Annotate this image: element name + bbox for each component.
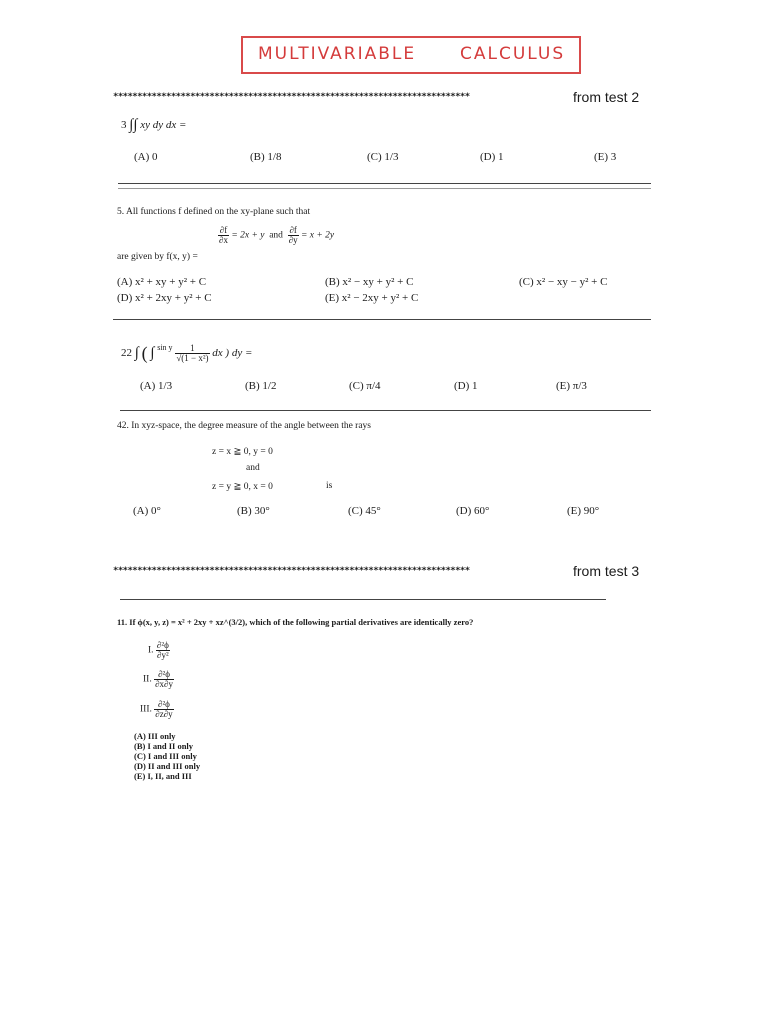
partial-derivative: $\frac{\partial f}{\partial x}$ <box>219 225 228 245</box>
choice-d: (D) 60° <box>456 505 490 517</box>
item-label: II. <box>143 674 152 685</box>
is-label: is <box>326 481 333 491</box>
partial-derivative: $\frac{\text{∂²ϕ}}{\text{∂y²}}$ <box>156 640 169 660</box>
conjunction: and <box>269 230 283 241</box>
choice-e: (E) 3 <box>594 151 617 163</box>
divider <box>118 188 651 189</box>
ray-1: z = x ≧ 0, y = 0 <box>212 447 273 457</box>
conjunction: and <box>246 463 260 473</box>
choice-d: (D) x² + 2xy + y² + C <box>117 292 212 304</box>
choice-d: (D) II and III only <box>134 761 201 771</box>
question-5-stem: 5. All functions f defined on the xy-plane such that <box>117 207 311 217</box>
partial-derivative: $\frac{\text{∂²ϕ}}{\partial x\partial y}$ <box>155 669 173 689</box>
open-paren: ( <box>141 343 148 363</box>
choice-a: (A) 0 <box>134 151 158 163</box>
choice-b: (B) 30° <box>237 505 270 517</box>
section-divider-stars: ************************************************************************** <box>113 92 470 102</box>
integrand-fraction: $\frac{1}{\text{√(1 − x²)}}$ <box>176 343 209 363</box>
choice-c: (C) I and III only <box>134 751 197 761</box>
divider <box>120 410 651 411</box>
section-divider-stars: ************************************************************************** <box>113 566 470 576</box>
item-label: III. <box>140 704 152 715</box>
ray-2: z = y ≧ 0, x = 0 <box>212 482 273 492</box>
item-ii <box>143 670 174 689</box>
item-i <box>148 641 170 660</box>
item-iii <box>140 700 174 719</box>
integrand-tail: dx ) dy = <box>212 347 253 360</box>
section-label: from test 3 <box>573 563 640 579</box>
choice-e: (E) 90° <box>567 505 600 517</box>
choice-b: (B) 1/2 <box>245 380 277 392</box>
question-5-equations <box>218 226 334 245</box>
choice-d: (D) 1 <box>480 151 504 163</box>
choice-e: (E) I, II, and III <box>134 771 192 781</box>
question-22 <box>121 343 252 364</box>
choice-d: (D) 1 <box>454 380 478 392</box>
equation-rhs: = x + 2y <box>301 230 335 241</box>
choice-a: (A) 1/3 <box>140 380 173 392</box>
choice-b: (B) x² − xy + y² + C <box>325 276 414 288</box>
choice-e: (E) x² − 2xy + y² + C <box>325 292 419 304</box>
integral-sign: ∫ <box>133 117 138 133</box>
choice-a: (A) 0° <box>133 505 161 517</box>
equation-rhs: = 2x + y <box>231 230 265 241</box>
page-title-left: MULTIVARIABLE <box>258 44 417 64</box>
question-5-given: are given by f(x, y) = <box>117 252 198 262</box>
choice-b: (B) 1/8 <box>250 151 282 163</box>
choice-b: (B) I and II only <box>134 741 194 751</box>
divider <box>118 183 651 184</box>
section-label: from test 2 <box>573 89 640 105</box>
integral-upper-limit: sin y <box>157 343 173 352</box>
partial-derivative: $\frac{\partial f}{\partial y}$ <box>288 225 298 245</box>
choice-c: (C) 1/3 <box>367 151 399 163</box>
integral-sign: ∫ <box>134 345 139 361</box>
page-title-right: CALCULUS <box>460 44 566 64</box>
integrand: xy dy dx = <box>140 119 187 132</box>
question-42-stem: 42. In xyz-space, the degree measure of the angle between the rays <box>117 421 372 431</box>
choice-a: (A) x² + xy + y² + C <box>117 276 207 288</box>
integral-sign: ∫ <box>150 345 155 361</box>
divider <box>120 599 606 600</box>
question-11-stem: 11. If ϕ(x, y, z) = x² + 2xy + xz^(3/2), which of the following partial derivatives are identically zero? <box>117 617 474 627</box>
question-number: 22 <box>121 347 132 360</box>
question-3 <box>121 117 186 134</box>
choice-e: (E) π/3 <box>556 380 587 392</box>
divider <box>113 319 651 320</box>
choice-c: (C) π/4 <box>349 380 381 392</box>
integral-sign: ∫ <box>129 117 134 133</box>
partial-derivative: $\frac{\text{∂²ϕ}}{\partial z\partial y}$ <box>155 699 173 719</box>
question-number: 3 <box>121 119 127 132</box>
item-label: I. <box>148 645 154 656</box>
choice-c: (C) x² − xy − y² + C <box>519 276 608 288</box>
choice-a: (A) III only <box>134 731 176 741</box>
choice-c: (C) 45° <box>348 505 381 517</box>
